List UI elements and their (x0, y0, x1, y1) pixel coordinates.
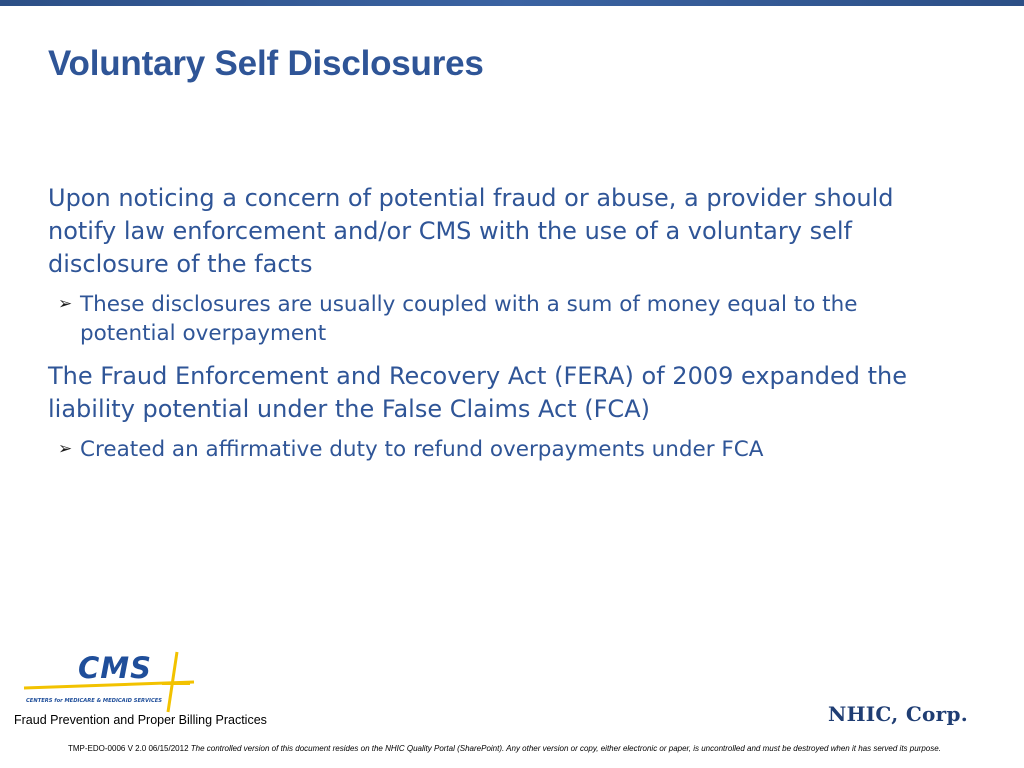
nhic-logo: NHIC, Corp. (828, 702, 969, 726)
disclaimer-text: The controlled version of this document resides on the NHIC Quality Portal (SharePoint). Any other version or copy, either electronic or paper, is uncontrolled and must be destroyed when it has served its purpose. (190, 744, 941, 753)
body-paragraph-1: Upon noticing a concern of potential fraud or abuse, a provider should notify law enforcement and/or CMS with the use of a voluntary self disclosure of the facts (48, 184, 894, 278)
arrow-bullet-icon: ➢ (58, 439, 73, 459)
svg-text:CENTERS for MEDICARE & MEDICAI: CENTERS for MEDICARE & MEDICAID SERVICES (26, 698, 163, 704)
footer-title: Fraud Prevention and Proper Billing Practices (14, 713, 267, 727)
slide-body (48, 182, 948, 476)
document-id: TMP-EDO-0006 V 2.0 06/15/2012 (68, 744, 189, 753)
top-accent-bar (0, 0, 1024, 6)
body-paragraph-2: The Fraud Enforcement and Recovery Act (FERA) of 2009 expanded the liability potential under the False Claims Act (FCA) (48, 362, 907, 423)
arrow-bullet-icon: ➢ (58, 294, 73, 314)
bullet-item-1 (48, 290, 948, 348)
cms-logo (22, 648, 197, 714)
bullet-text-1: These disclosures are usually coupled with a sum of money equal to the potential overpayment (80, 292, 858, 346)
svg-text:CMS: CMS (78, 651, 153, 685)
slide-title: Voluntary Self Disclosures (48, 44, 484, 83)
bullet-item-2 (48, 435, 948, 464)
document-disclaimer (22, 741, 982, 756)
bullet-text-2: Created an affirmative duty to refund overpayments under FCA (80, 437, 764, 462)
